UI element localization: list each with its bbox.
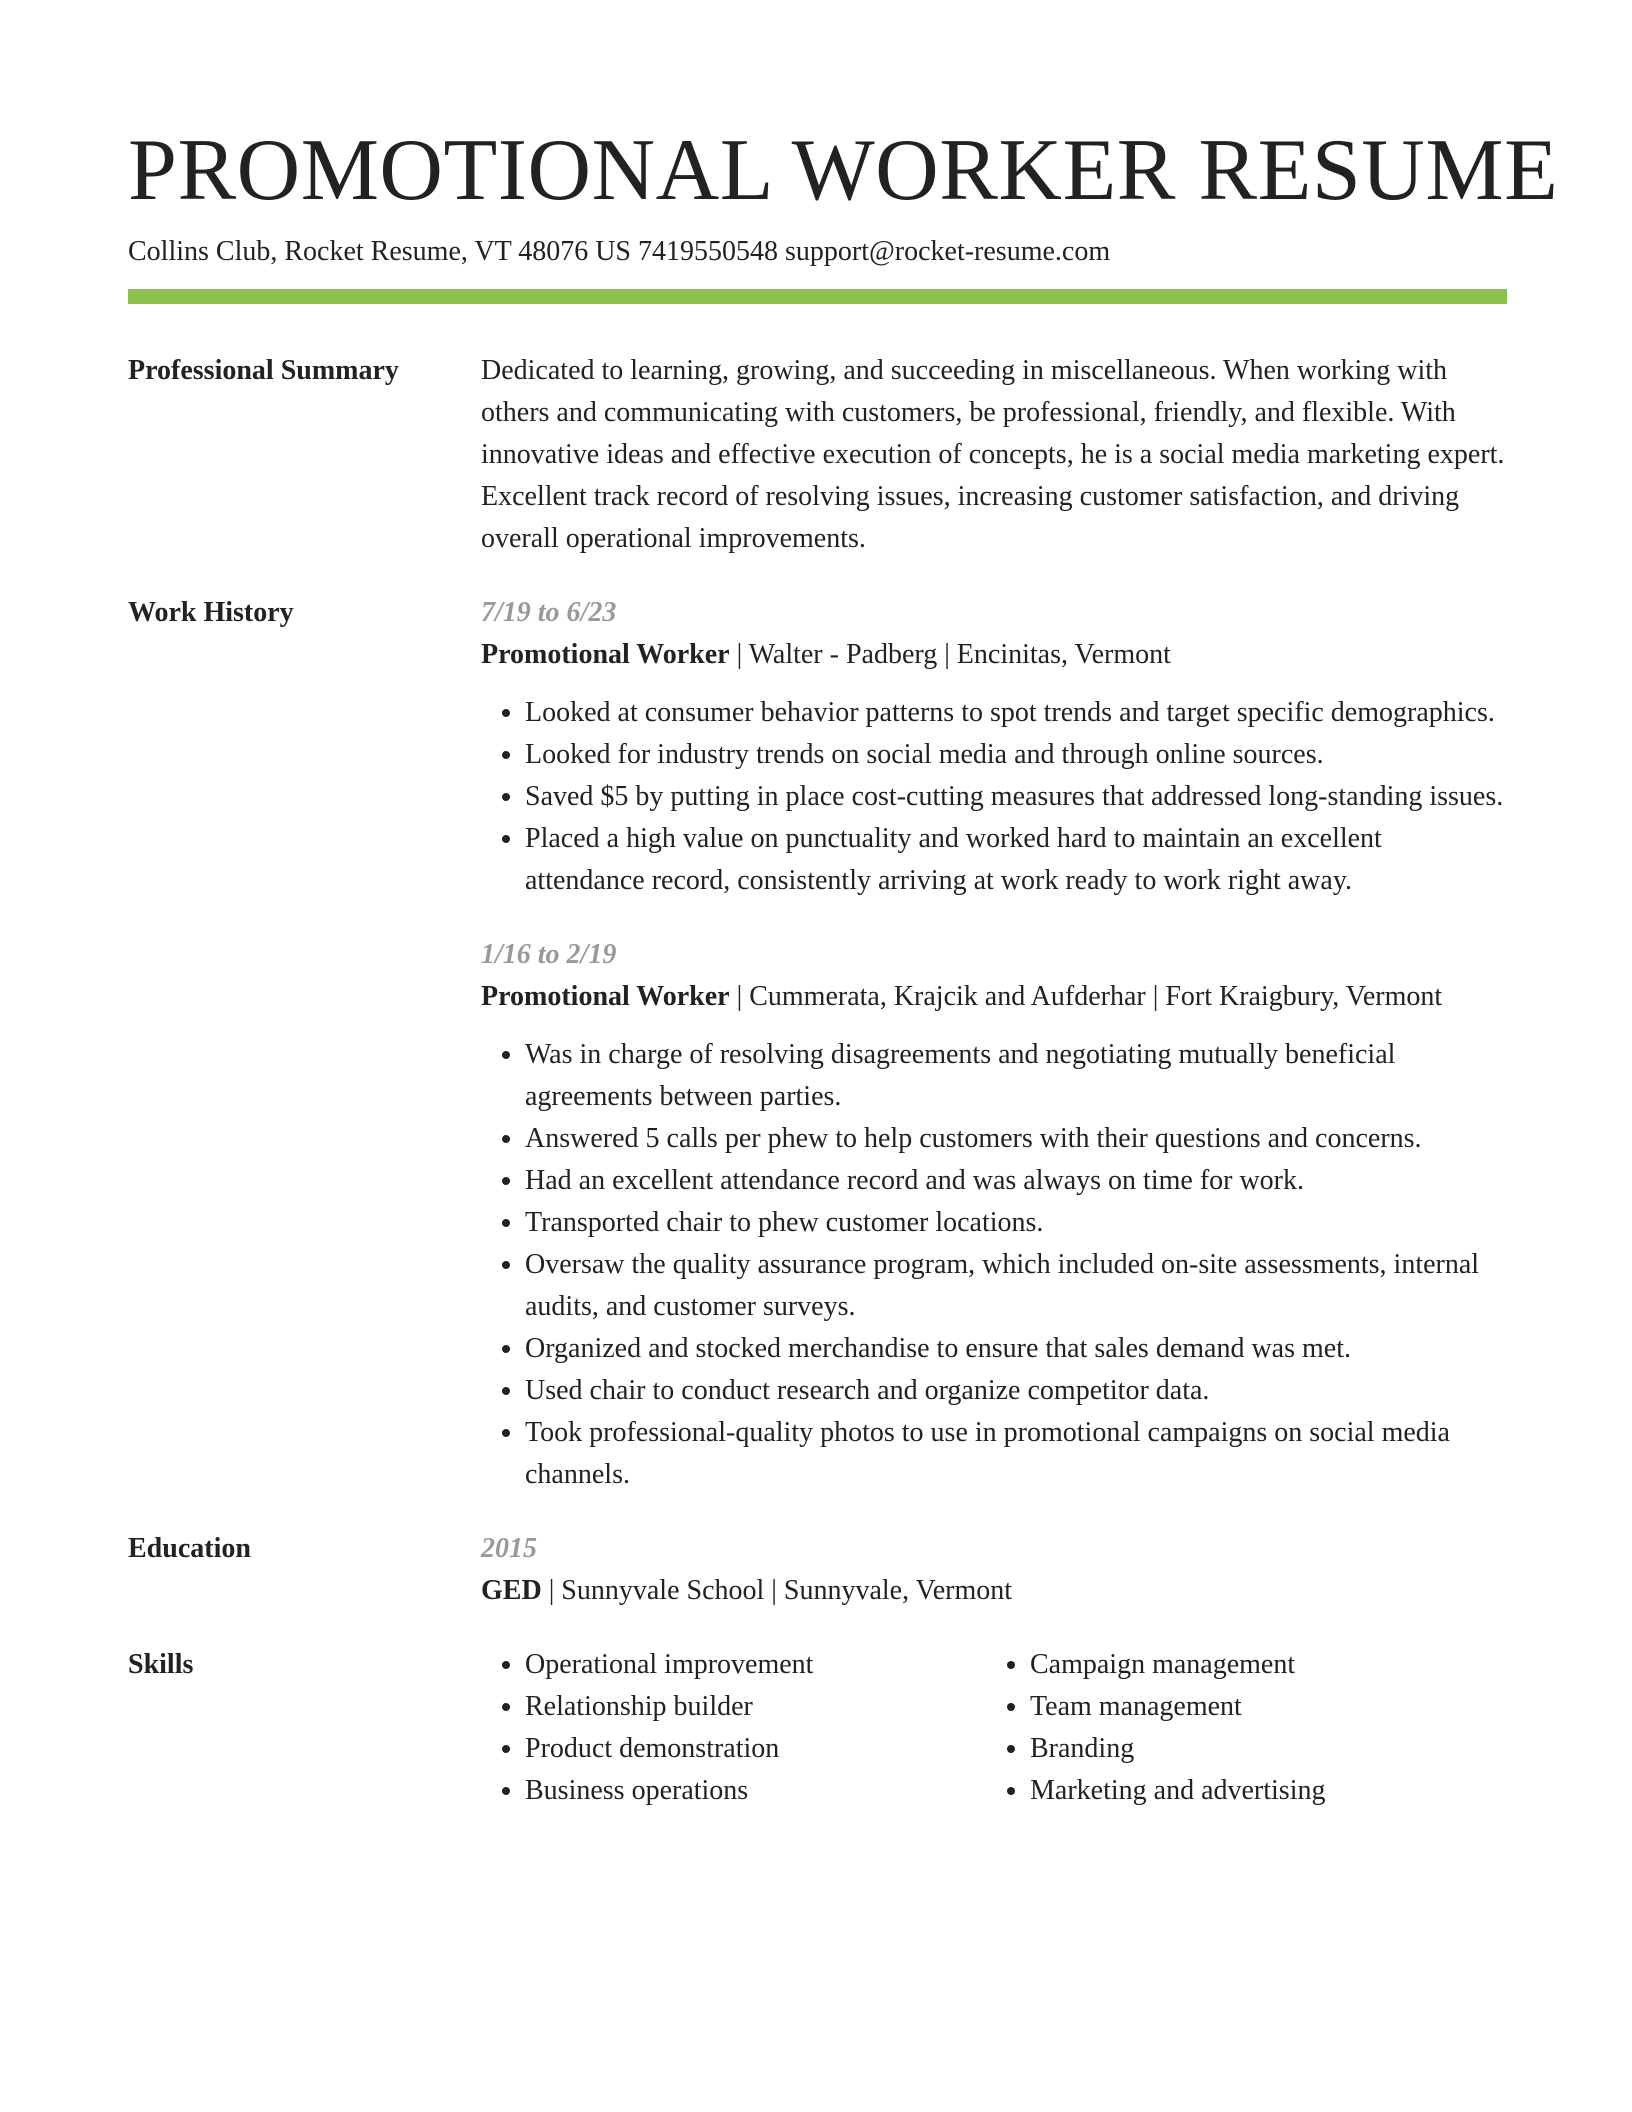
list-item: • Transported chair to phew customer locations. <box>525 1202 1507 1244</box>
list-item: • Product demonstration <box>525 1728 986 1770</box>
job-title: Promotional Worker <box>481 639 730 670</box>
job-entry <box>481 934 1507 1496</box>
education-year: 2015 <box>481 1533 537 1564</box>
job-bullets <box>481 1034 1507 1496</box>
job-heading <box>481 976 1507 1018</box>
job-bullets <box>481 692 1507 902</box>
skills-list-left <box>481 1644 986 1812</box>
work-history-section <box>128 592 1507 1496</box>
education-body <box>481 1528 1507 1612</box>
education-section <box>128 1528 1507 1612</box>
list-item: • Campaign management <box>1030 1644 1491 1686</box>
list-item: • Looked for industry trends on social media and through online sources. <box>525 734 1507 776</box>
resume-title: PROMOTIONAL WORKER RESUME <box>128 122 1559 219</box>
education-degree: GED <box>481 1575 542 1606</box>
list-item: • Took professional-quality photos to use in promotional campaigns on social media channels. <box>525 1412 1507 1496</box>
list-item: • Marketing and advertising <box>1030 1770 1491 1812</box>
job-dates: 1/16 to 2/19 <box>481 939 617 970</box>
list-item: • Placed a high value on punctuality and worked hard to maintain an excellent attendance record, consistently arriving at work ready to work right away. <box>525 818 1507 902</box>
section-label-work: Work History <box>128 597 294 628</box>
skills-list-right <box>986 1644 1491 1812</box>
header-divider <box>128 289 1507 304</box>
work-history-body <box>481 592 1507 1496</box>
job-title: Promotional Worker <box>481 981 730 1012</box>
list-item: • Looked at consumer behavior patterns to spot trends and target specific demographics. <box>525 692 1507 734</box>
list-item: • Oversaw the quality assurance program, which included on-site assessments, internal audits, and customer surveys. <box>525 1244 1507 1328</box>
list-item: • Relationship builder <box>525 1686 986 1728</box>
list-item: • Team management <box>1030 1686 1491 1728</box>
list-item: • Was in charge of resolving disagreements and negotiating mutually beneficial agreements between parties. <box>525 1034 1507 1118</box>
list-item: • Organized and stocked merchandise to ensure that sales demand was met. <box>525 1328 1507 1370</box>
list-item: • Saved $5 by putting in place cost-cutting measures that addressed long-standing issues. <box>525 776 1507 818</box>
list-item: • Operational improvement <box>525 1644 986 1686</box>
list-item: • Answered 5 calls per phew to help customers with their questions and concerns. <box>525 1118 1507 1160</box>
job-entry <box>481 592 1507 902</box>
education-details: | Sunnyvale School | Sunnyvale, Vermont <box>541 1575 1013 1606</box>
resume-page <box>128 0 1559 1812</box>
list-item: • Had an excellent attendance record and was always on time for work. <box>525 1160 1507 1202</box>
section-label-skills: Skills <box>128 1649 194 1680</box>
summary-text: Dedicated to learning, growing, and succeeding in miscellaneous. When working with others and communicating with customers, be professional, friendly, and flexible. With innovative ideas and effective execution of concepts, he is a social media marketing expert. Excellent track record of resolving issues, increasing customer satisfaction, and driving overall operational improvements. <box>481 355 1505 554</box>
professional-summary-section <box>128 350 1507 560</box>
job-heading <box>481 634 1507 676</box>
job-details: | Walter - Padberg | Encinitas, Vermont <box>729 639 1171 670</box>
list-item: • Used chair to conduct research and organize competitor data. <box>525 1370 1507 1412</box>
contact-line: Collins Club, Rocket Resume, VT 48076 US 7419550548 support@rocket-resume.com <box>128 236 1111 267</box>
education-heading <box>481 1570 1507 1612</box>
job-dates: 7/19 to 6/23 <box>481 597 617 628</box>
list-item: • Branding <box>1030 1728 1491 1770</box>
job-details: | Cummerata, Krajcik and Aufderhar | Fort Kraigbury, Vermont <box>729 981 1443 1012</box>
skills-section <box>128 1644 1507 1812</box>
section-label-education: Education <box>128 1533 251 1564</box>
list-item: • Business operations <box>525 1770 986 1812</box>
skills-body <box>481 1644 1507 1812</box>
section-label-summary: Professional Summary <box>128 355 399 386</box>
